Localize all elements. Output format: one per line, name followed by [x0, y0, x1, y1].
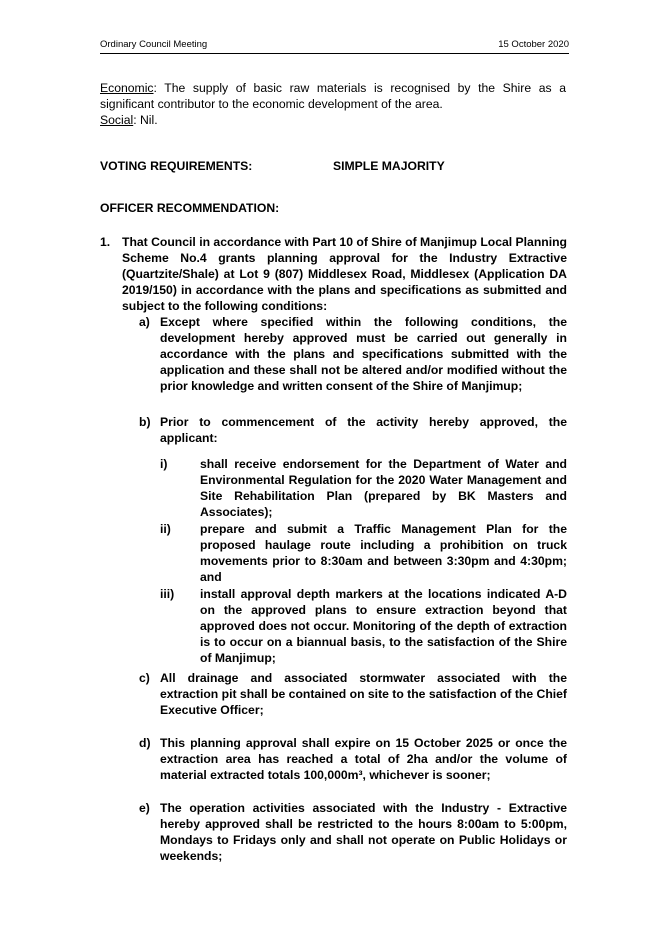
- condition-a-number: a): [139, 315, 150, 329]
- condition-b-text: Prior to commencement of the activity hereby approved, the applicant:: [160, 415, 567, 445]
- condition-b-i-text: shall receive endorsement for the Department of Water and Environmental Regulation for the 2020 Water Management and Site Rehabilitation Plan (prepared by BK Masters and Associates);: [200, 457, 567, 519]
- header-divider: [100, 53, 569, 54]
- condition-b-ii-text: prepare and submit a Traffic Management Plan for the proposed haulage route including a prohibition on truck movements prior to 8:30am and between 3:30pm and 4:30pm; and: [200, 522, 567, 584]
- social-text: : Nil.: [133, 113, 158, 127]
- condition-b-number: b): [139, 415, 151, 429]
- header-date: 15 October 2020: [498, 39, 569, 50]
- social-paragraph: [100, 112, 566, 128]
- condition-b-ii-number: ii): [160, 522, 171, 536]
- condition-e-number: e): [139, 801, 150, 815]
- header-meeting-title: Ordinary Council Meeting: [100, 39, 208, 50]
- condition-b-iii-text: install approval depth markers at the locations indicated A-D on the approved plans to ensure extraction beyond that approved does not occur. Monitoring of the depth of extraction is to occur on a biannual basis, to the satisfaction of the Shire of Manjimup;: [200, 587, 567, 665]
- condition-c-text: All drainage and associated stormwater associated with the extraction pit shall be contained on site to the satisfaction of the Chief Executive Officer;: [160, 671, 567, 717]
- condition-b-i-number: i): [160, 457, 168, 471]
- condition-c-number: c): [139, 671, 150, 685]
- condition-d-text: This planning approval shall expire on 15 October 2025 or once the extraction area has reached a total of 2ha and/or the volume of material extracted totals 100,000m³, whichever is sooner;: [160, 736, 567, 782]
- condition-e-text: The operation activities associated with the Industry - Extractive hereby approved shall be restricted to the hours 8:00am to 5:00pm, Mondays to Fridays only and shall not operate on Public Holidays or weekends;: [160, 801, 567, 863]
- voting-requirements-label: VOTING REQUIREMENTS:: [100, 159, 253, 173]
- page-header: [100, 39, 569, 53]
- voting-requirements-value: SIMPLE MAJORITY: [333, 159, 445, 173]
- economic-label: Economic: [100, 81, 154, 95]
- condition-a-text: Except where specified within the following conditions, the development hereby approved must be carried out generally in accordance with the plans and specifications submitted with the application and these shall not be altered and/or modified without the prior knowledge and written consent of the Shire of Manjimup;: [160, 315, 567, 393]
- economic-text: : The supply of basic raw materials is recognised by the Shire as a significant contributor to the economic development of the area.: [100, 81, 566, 111]
- economic-paragraph: [100, 80, 566, 112]
- item-1-text: That Council in accordance with Part 10 of Shire of Manjimup Local Planning Scheme No.4 grants planning approval for the Industry Extractive (Quartzite/Shale) at Lot 9 (807) Middlesex Road, Middlesex (Application DA 2019/150) in accordance with the plans and specifications as submitted and subject to the following conditions:: [122, 235, 567, 313]
- item-1-number: 1.: [100, 235, 111, 249]
- condition-d-number: d): [139, 736, 151, 750]
- social-label: Social: [100, 113, 134, 127]
- officer-recommendation-heading: OFFICER RECOMMENDATION:: [100, 201, 280, 215]
- condition-b-iii-number: iii): [160, 587, 175, 601]
